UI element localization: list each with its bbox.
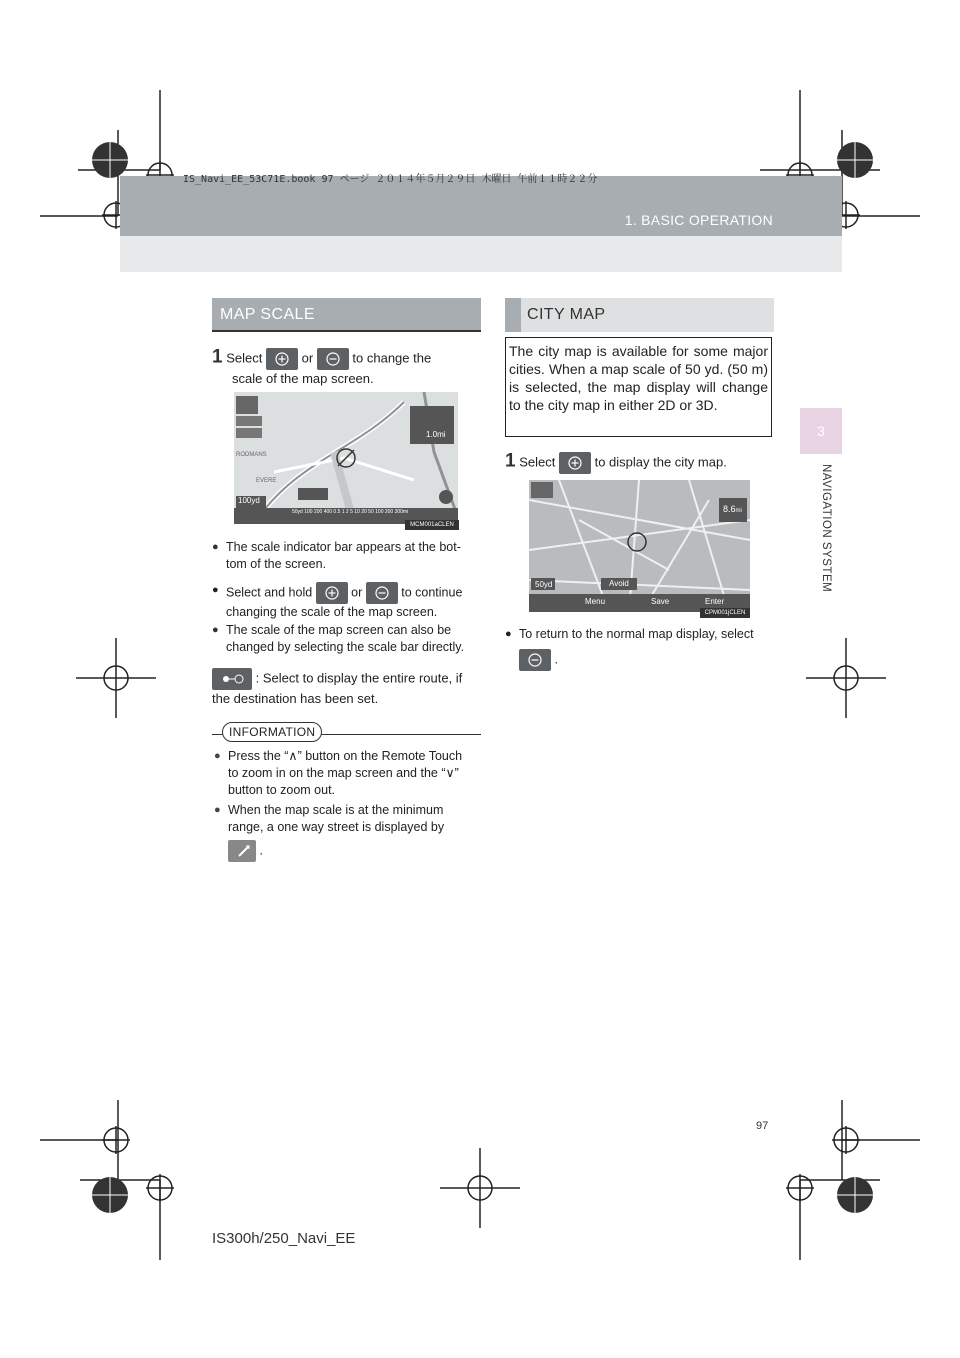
step-1-map-scale: 1 Select or to change the scale of the map screen.: [212, 346, 432, 386]
enter-button: Enter: [705, 597, 725, 606]
section-header-map-scale: [212, 298, 481, 330]
scale-bar: 50yd 100 200 400 0.5 1 2 5 10 20 50 100 200 300mi: [292, 509, 409, 515]
bullet-select-hold: ● Select and hold or to continue changing the scale of the map screen.: [212, 584, 463, 619]
zoom-out-button-image: [519, 649, 551, 671]
map-scale-value: 50yd: [535, 580, 553, 589]
step-number: 1: [212, 346, 223, 368]
city-map-streets: [529, 480, 750, 612]
save-button: Save: [651, 597, 670, 606]
step-text: Select: [226, 350, 263, 366]
section-rule: [212, 330, 481, 332]
menu-button: Menu: [585, 597, 606, 606]
avoid-button: Avoid: [609, 579, 629, 588]
zoom-out-icon: [375, 586, 389, 600]
zoom-in-button-image: [559, 452, 591, 474]
info-bullet-one-way: ● When the map scale is at the minimum range, a one way street is displayed by .: [228, 802, 475, 862]
map-distance: 8.6mi: [723, 504, 742, 514]
info-label: INFORMATION: [222, 722, 322, 742]
chapter-label: NAVIGATION SYSTEM: [820, 464, 832, 593]
chapter-number: 3: [800, 408, 842, 454]
zoom-out-button-image: [366, 582, 398, 604]
entire-route-icon: [221, 672, 245, 686]
bullet-scale-bar-direct: ● The scale of the map screen can also be changed by selecting the scale bar directly.: [226, 622, 481, 656]
page-number: 97: [756, 1120, 769, 1132]
zoom-out-button-image: [317, 348, 349, 370]
zoom-in-button-image: [316, 582, 348, 604]
map-scale-value: 100yd: [238, 496, 260, 505]
book-tag: IS_Navi_EE_53C71E.book 97 ページ ２０１４年５月２９日 木曜日 午前１１時２２分: [183, 174, 598, 185]
page-title: 1. BASIC OPERATION: [624, 212, 773, 228]
one-way-icon: [237, 844, 251, 858]
info-bullet-remote: ● Press the “∧” button on the Remote Touch to zoom in on the map screen and the “∨” button to zoom out.: [214, 749, 463, 797]
zoom-in-icon: [568, 456, 582, 470]
section-title: CITY MAP: [527, 306, 606, 323]
zoom-out-icon: [326, 352, 340, 366]
map-label: EVERE: [256, 478, 277, 484]
step-1-city-map: 1 Select to display the city map.: [505, 452, 774, 474]
figure-id: MCM001aCLEN: [405, 520, 459, 530]
zoom-out-icon: [528, 653, 542, 667]
zoom-in-button-image: [266, 348, 298, 370]
map-distance: 1.0mi: [426, 430, 446, 439]
map-roads: [234, 392, 458, 524]
bullet-return-normal-map: ● To return to the normal map display, select .: [519, 626, 774, 671]
figure-id: CPM001jCLEN: [700, 608, 750, 618]
step-number: 1: [505, 450, 516, 472]
one-way-street-image: [228, 840, 256, 862]
section-title: MAP SCALE: [220, 306, 315, 323]
section-header-city-map: [505, 298, 774, 332]
route-note: : Select to display the entire route, if the destination has been set.: [212, 668, 481, 707]
city-map-info-box: The city map is available for some major cities. When a map scale of 50 yd. (50 m) is selected, the map display will change to the city map in either 2D or 3D.: [505, 337, 772, 437]
bullet-scale-bar: ● The scale indicator bar appears at the bot-tom of the screen.: [226, 539, 481, 573]
city-map-screenshot: [529, 480, 750, 612]
footer-model: IS300h/250_Navi_EE: [212, 1230, 356, 1247]
map-scale-screenshot: [234, 392, 458, 524]
map-label: RODMANS: [236, 452, 267, 458]
zoom-in-icon: [275, 352, 289, 366]
zoom-in-icon: [325, 586, 339, 600]
header-subband: [120, 236, 842, 272]
entire-route-button-image: [212, 668, 252, 690]
